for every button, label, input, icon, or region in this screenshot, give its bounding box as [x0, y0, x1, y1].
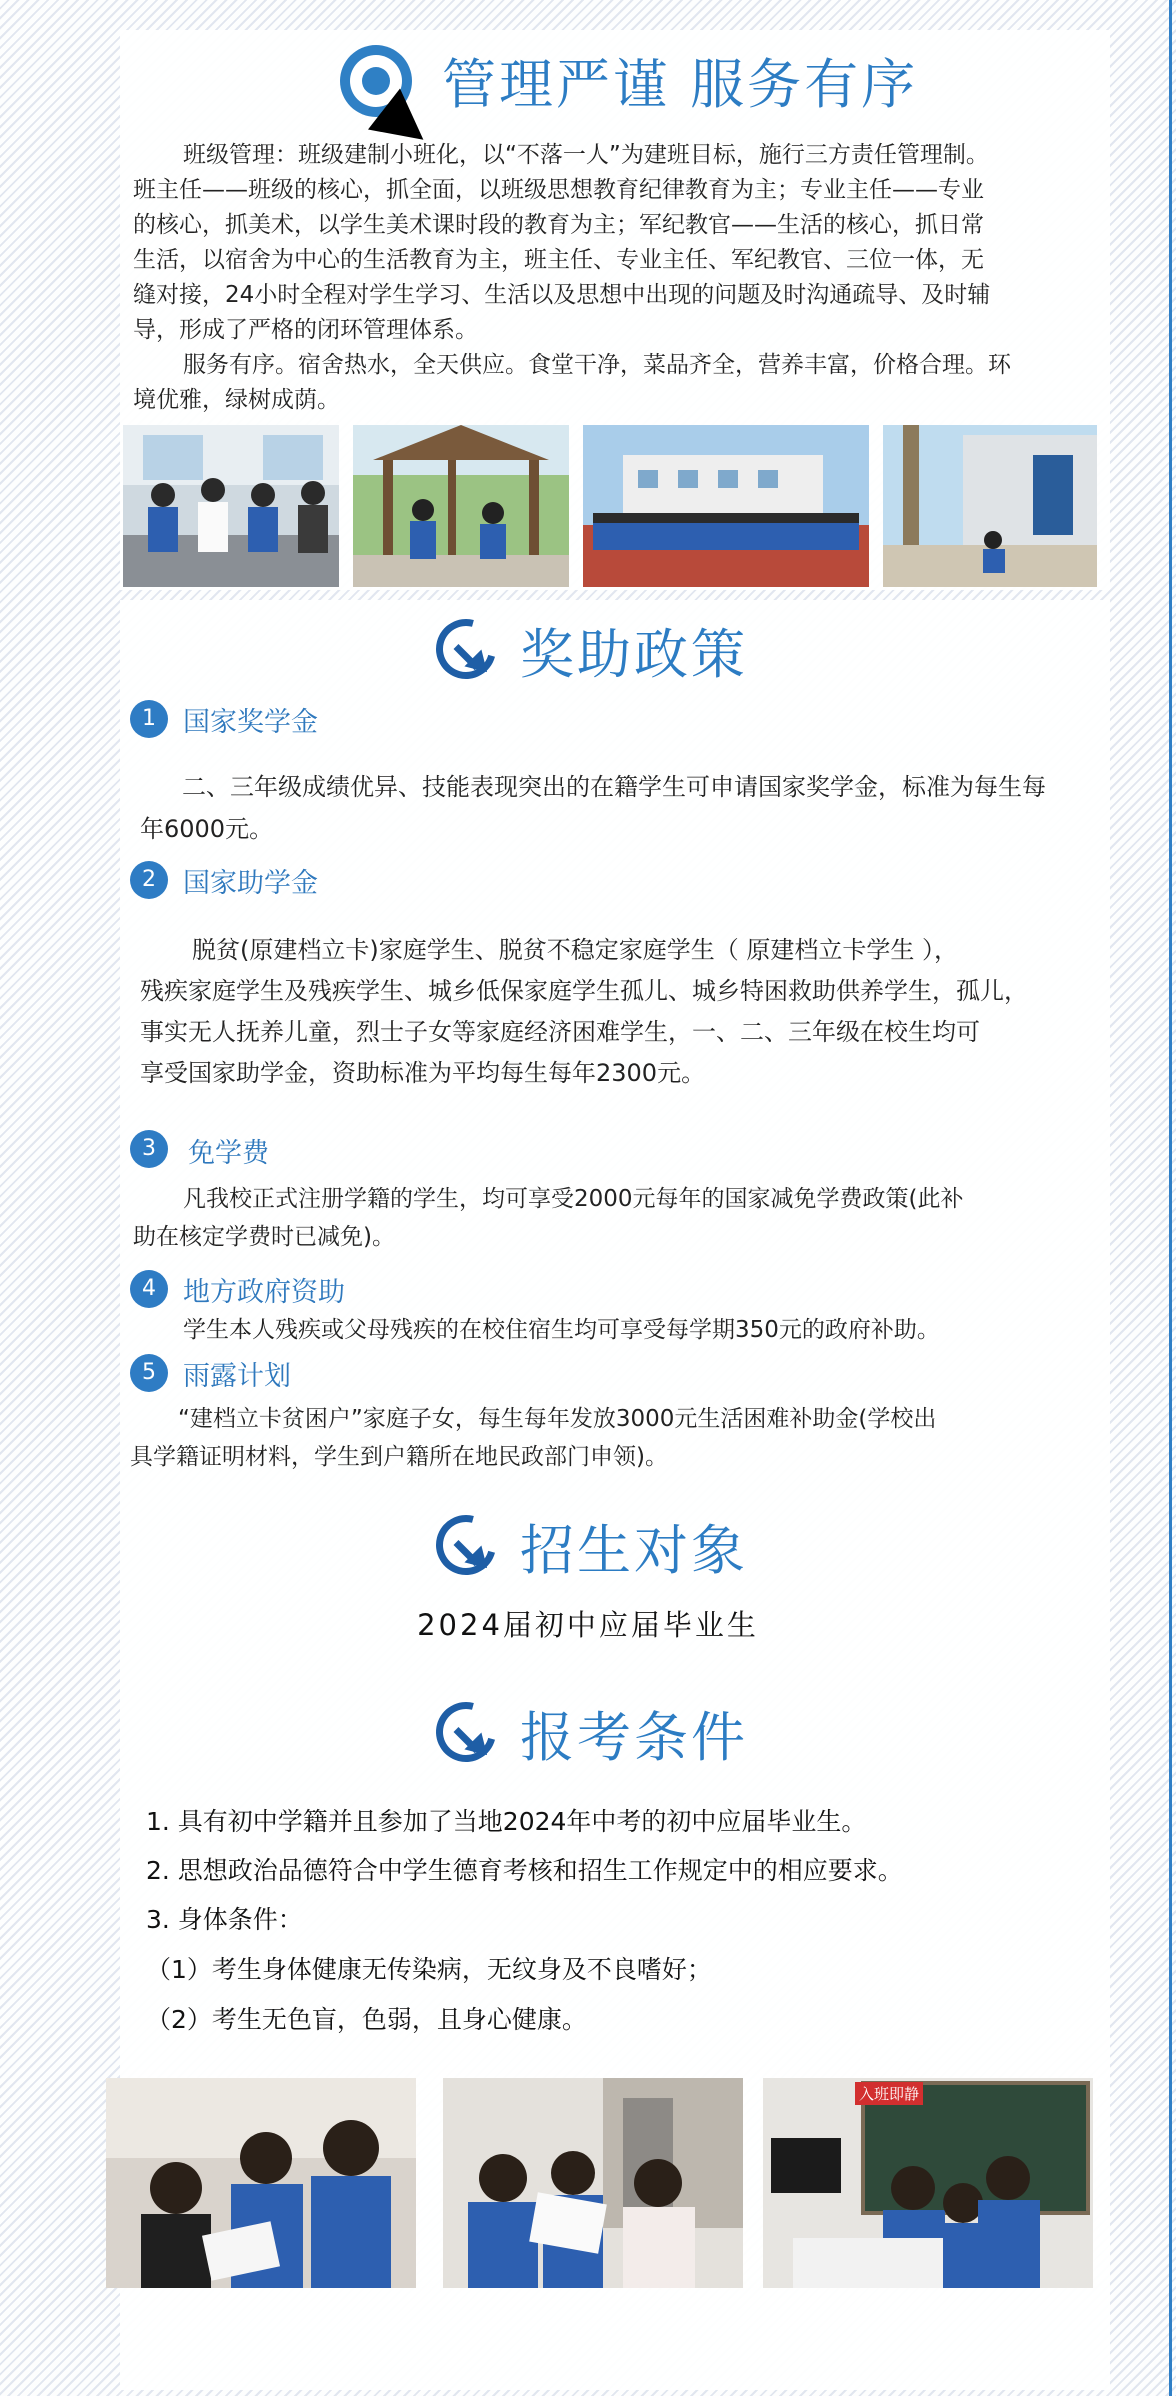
photo-pavilion-study: [353, 425, 569, 587]
right-border-rule: [1169, 0, 1172, 2396]
para-line: 脱贫(原建档立卡)家庭学生、脱贫不稳定家庭学生（ 原建档立卡学生 ），: [192, 936, 958, 964]
para-line: 事实无人抚养儿童，烈士子女等家庭经济困难学生，一、二、三年级在校生均可: [140, 1018, 980, 1046]
arrow-ring-icon: [436, 1702, 500, 1766]
target-cursor-icon: [340, 45, 412, 117]
para-line: 导，形成了严格的闭环管理体系。: [133, 317, 478, 343]
item-title: 国家助学金: [183, 868, 318, 899]
para-line: 助在核定学费时已减免)。: [133, 1224, 395, 1250]
para-line: 具学籍证明材料，学生到户籍所在地民政部门申领)。: [130, 1444, 668, 1470]
arrow-ring-icon: [436, 619, 500, 683]
management-paragraph: [133, 138, 1113, 418]
photo-classroom-reading: [123, 425, 339, 587]
photo-classroom-guidance: [763, 2078, 1093, 2288]
para-line: 享受国家助学金，资助标准为平均每生每年2300元。: [140, 1059, 706, 1087]
section-requirements-heading: [436, 1695, 748, 1772]
para-line: 生活，以宿舍为中心的生活教育为主，班主任、专业主任、军纪教官、三位一体，无: [133, 247, 984, 273]
para-line: 学生本人残疾或父母残疾的在校住宿生均可享受每学期350元的政府补助。: [183, 1317, 940, 1343]
item-body: [130, 1400, 1115, 1476]
para-line: 二、三年级成绩优异、技能表现突出的在籍学生可申请国家奖学金，标准为每生每: [182, 773, 1046, 801]
enrollment-target-text: 2024届初中应届毕业生: [417, 1608, 759, 1642]
item-number-badge: 4: [130, 1270, 168, 1308]
para-line: “建档立卡贫困户”家庭子女，每生每年发放3000元生活困难补助金(学校出: [178, 1406, 937, 1432]
item-number-badge: 3: [130, 1130, 168, 1168]
classroom-sign-text: 入班即静: [855, 2082, 923, 2105]
section-management-heading: [340, 42, 918, 119]
para-line: 班级管理：班级建制小班化，以“不落一人”为建班目标，施行三方责任管理制。: [183, 142, 989, 168]
item-number-badge: 2: [130, 861, 168, 899]
item-body: [133, 1180, 1113, 1256]
requirement-line: 3. 身体条件：: [146, 1905, 303, 1934]
para-line: 服务有序。宿舍热水，全天供应。食堂干净，菜品齐全，营养丰富，价格合理。环: [183, 352, 1011, 378]
arrow-ring-icon: [436, 1515, 500, 1579]
photo-teacher-consult: [106, 2078, 416, 2288]
requirement-line: （1）考生身体健康无传染病，无纹身及不良嗜好；: [146, 1955, 712, 1984]
para-line: 缝对接，24小时全程对学生学习、生活以及思想中出现的问题及时沟通疏导、及时辅: [133, 282, 991, 308]
item-number-badge: 5: [130, 1354, 168, 1392]
requirement-line: 1. 具有初中学籍并且参加了当地2024年中考的初中应届毕业生。: [146, 1807, 867, 1836]
para-line: 年6000元。: [140, 815, 274, 843]
photo-campus-walkway: [883, 425, 1097, 587]
section-title: 招生对象: [520, 1519, 748, 1582]
item-body: [140, 766, 1100, 850]
para-line: 班主任——班级的核心，抓全面，以班级思想教育纪律教育为主；专业主任——专业: [133, 177, 984, 203]
photo-reviewing-documents: [443, 2078, 743, 2288]
photo-assembly-square: [583, 425, 869, 587]
section-title: 奖助政策: [520, 623, 748, 686]
item-title: 地方政府资助: [183, 1277, 345, 1308]
item-title: 雨露计划: [183, 1361, 291, 1392]
item-title: 免学费: [188, 1138, 269, 1169]
item-body: [140, 930, 1120, 1094]
requirement-line: 2. 思想政治品德符合中学生德育考核和招生工作规定中的相应要求。: [146, 1856, 903, 1885]
section-title: 管理严谨 服务有序: [442, 53, 919, 116]
para-line: 凡我校正式注册学籍的学生，均可享受2000元每年的国家减免学费政策(此补: [183, 1186, 964, 1212]
para-line: 境优雅，绿树成荫。: [133, 387, 340, 413]
item-title: 国家奖学金: [183, 707, 318, 738]
requirement-line: （2）考生无色盲，色弱，且身心健康。: [146, 2005, 587, 2034]
section-title: 报考条件: [520, 1706, 748, 1769]
para-line: 的核心，抓美术，以学生美术课时段的教育为主；军纪教官——生活的核心，抓日常: [133, 212, 984, 238]
section-enrollment-heading: [436, 1508, 748, 1585]
section-policy-heading: [436, 612, 748, 689]
para-line: 残疾家庭学生及残疾学生、城乡低保家庭学生孤儿、城乡特困救助供养学生，孤儿，: [140, 977, 1028, 1005]
item-body: [183, 1313, 1103, 1348]
item-number-badge: 1: [130, 700, 168, 738]
